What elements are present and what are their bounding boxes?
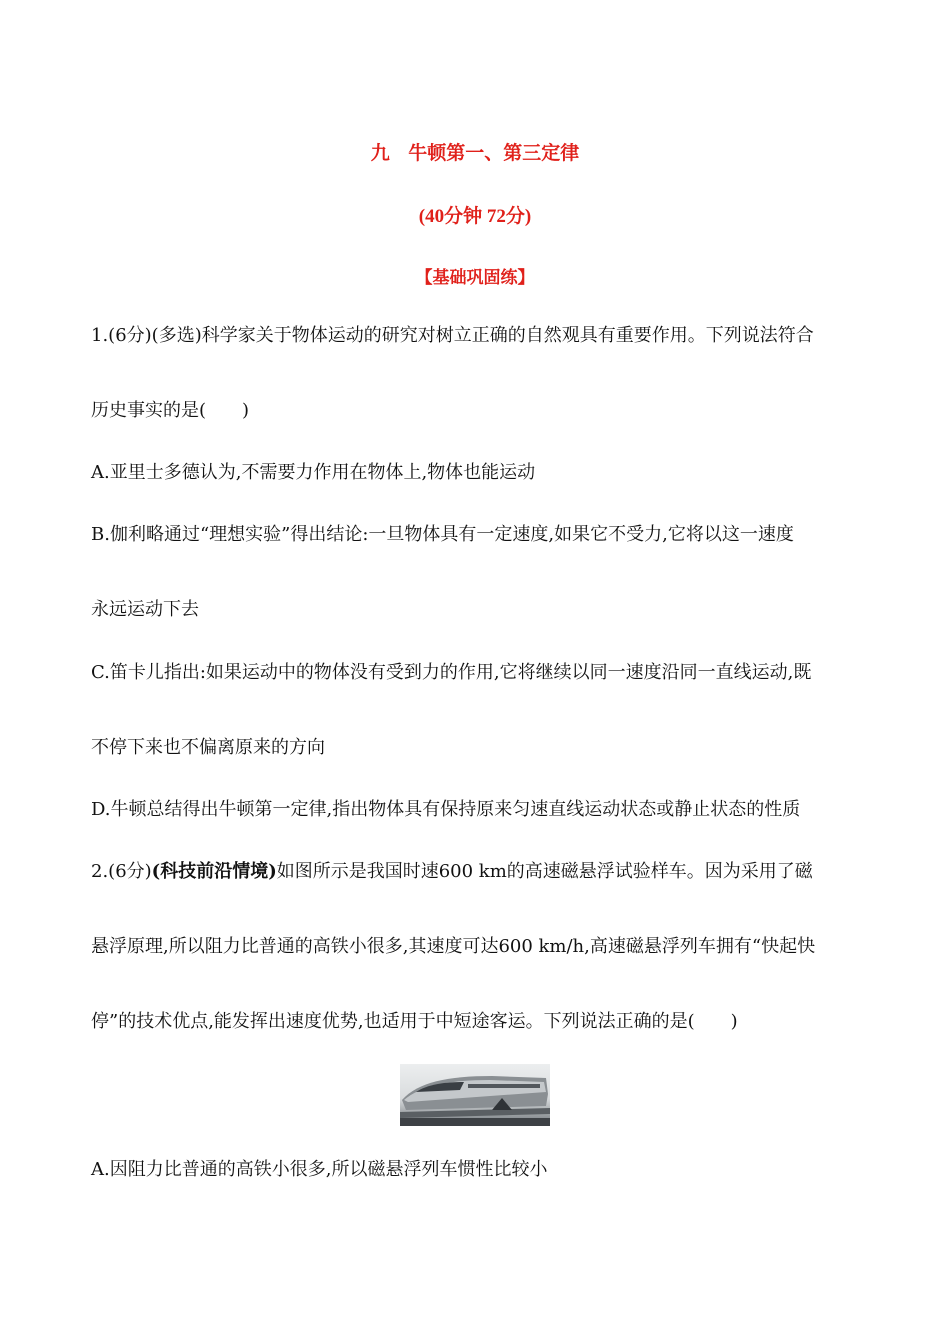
time-score: (40分钟 72分) (418, 206, 532, 227)
q1-option-a: A.亚里士多德认为,不需要力作用在物体上,物体也能运动 (91, 462, 536, 483)
q2-stem-line3: 停”的技术优点,能发挥出速度优势,也适用于中短途客运。下列说法正确的是( ) (91, 1011, 738, 1032)
q1-option-d: D.牛顿总结得出牛顿第一定律,指出物体具有保持原来匀速直线运动状态或静止状态的性质 (91, 799, 801, 820)
q2-context-tag: (科技前沿情境) (151, 861, 277, 882)
q1-option-c-line2: 不停下来也不偏离原来的方向 (91, 737, 325, 758)
q1-stem-line2: 历史事实的是( ) (91, 400, 250, 421)
q1-stem-line1: 1.(6分)(多选)科学家关于物体运动的研究对树立正确的自然观具有重要作用。下列说法符合 (91, 325, 814, 346)
q2-stem-line2: 悬浮原理,所以阻力比普通的高铁小很多,其速度可达600 km/h,高速磁悬浮列车拥有“快起快 (91, 936, 816, 957)
q2-stem-text: 如图所示是我国时速600 km的高速磁悬浮试验样车。因为采用了磁 (276, 861, 813, 882)
q1-option-c-line1: C.笛卡儿指出:如果运动中的物体没有受到力的作用,它将继续以同一速度沿同一直线运动,既 (91, 662, 812, 683)
q1-option-b-line1: B.伽利略通过“理想实验”得出结论:一旦物体具有一定速度,如果它不受力,它将以这一速度 (91, 524, 794, 545)
q2-stem-line1 (91, 860, 871, 884)
maglev-train-photo (400, 1064, 550, 1126)
section-heading: 【基础巩固练】 (415, 268, 535, 288)
q2-option-a: A.因阻力比普通的高铁小很多,所以磁悬浮列车惯性比较小 (91, 1159, 548, 1180)
page-title: 九 牛顿第一、第三定律 (370, 142, 580, 164)
q2-number: 2.(6分) (91, 861, 152, 882)
maglev-train-illustration (400, 1064, 550, 1126)
q1-option-b-line2: 永远运动下去 (91, 599, 199, 620)
